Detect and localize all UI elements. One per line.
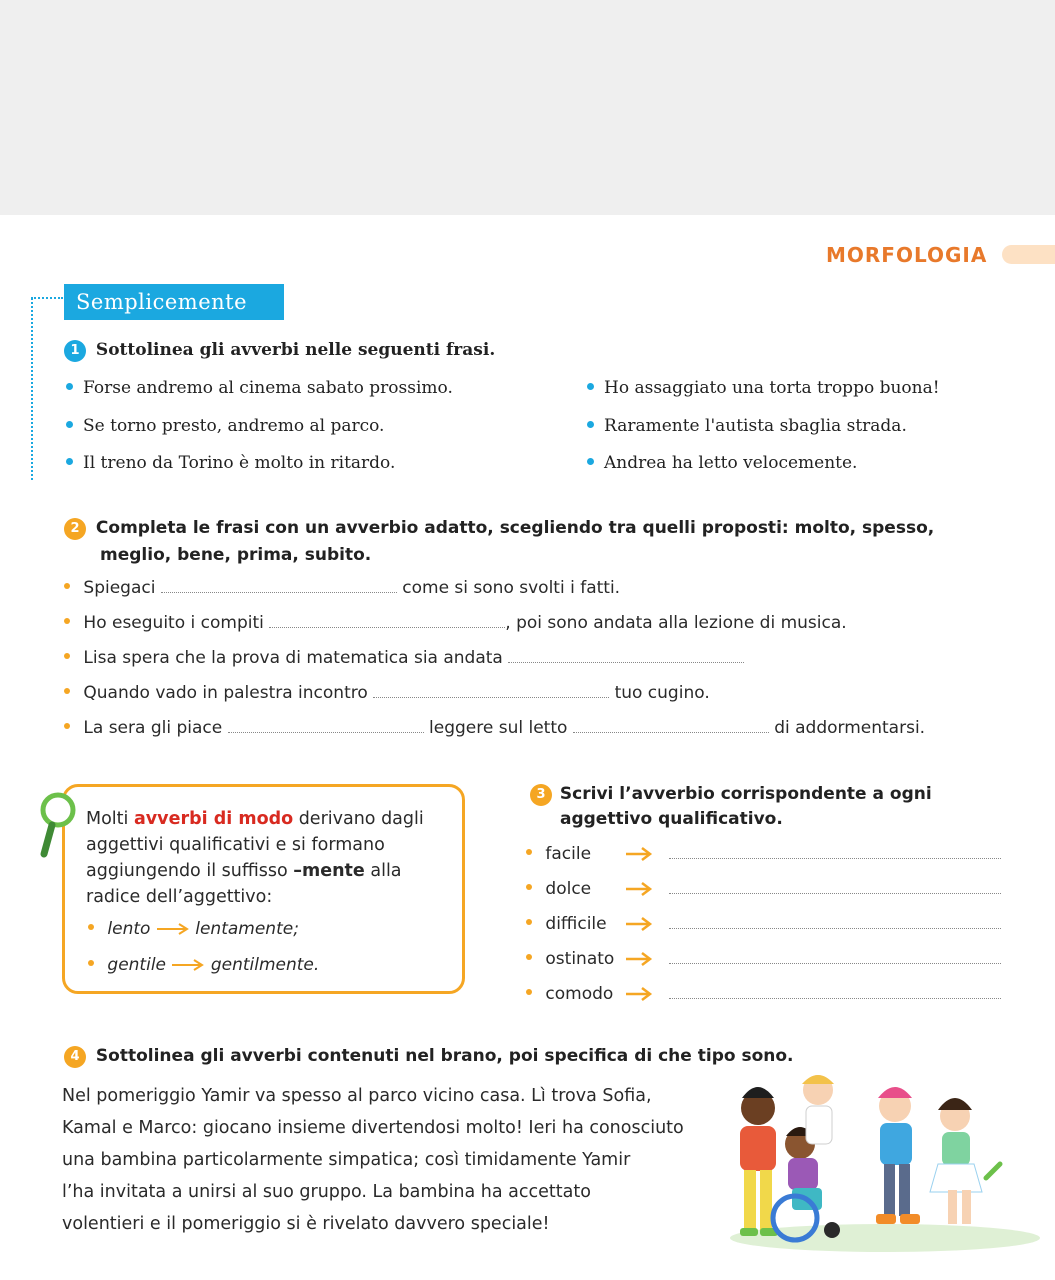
section-dotted-line (31, 297, 63, 299)
answer-blank[interactable] (669, 949, 1001, 964)
arrow-right-icon (156, 922, 190, 936)
ex3-instruction-cont: aggettivo qualificativo. (560, 809, 783, 829)
magnifier-icon (38, 790, 78, 860)
ex2-sentence: Quando vado in palestra incontro tuo cugino. (64, 683, 710, 703)
ex1-instruction: Sottolinea gli avverbi nelle seguenti frasi. (95, 340, 496, 360)
answer-blank[interactable] (228, 718, 424, 733)
arrow-right-icon (171, 958, 205, 972)
ex3-item: ostinato (526, 949, 1001, 969)
arrow-right-icon (625, 986, 653, 1002)
answer-blank[interactable] (373, 683, 609, 698)
ex2-sentence: La sera gli piace leggere sul letto di addormentarsi. (64, 718, 925, 738)
rule-text: Molti avverbi di modo derivano dagli aggettivi qualificativi e si formano aggiungendo il suffisso –mente alla radice dell’aggettivo: (86, 809, 424, 907)
ex4-number: 4 (64, 1046, 86, 1068)
ex3-number: 3 (530, 784, 552, 806)
subject-header: MORFOLOGIA (826, 243, 988, 267)
ex3-item: comodo (526, 984, 1001, 1004)
rule-example: lento lentamente; (88, 919, 299, 939)
ex2-sentence: Ho eseguito i compiti , poi sono andata alla lezione di musica. (64, 613, 847, 633)
ex2-number: 2 (64, 518, 86, 540)
ex3-title (530, 782, 932, 832)
ex4-instruction: Sottolinea gli avverbi contenuti nel brano, poi specifica di che tipo sono. (95, 1046, 794, 1066)
ex3-item: dolce (526, 879, 1001, 899)
ex1-number: 1 (64, 340, 86, 362)
ex1-title (64, 340, 495, 362)
ex3-item: facile (526, 844, 1001, 864)
answer-blank[interactable] (669, 879, 1001, 894)
answer-blank[interactable] (573, 718, 769, 733)
answer-blank[interactable] (508, 648, 744, 663)
ex1-sentence: Il treno da Torino è molto in ritardo. (66, 453, 395, 473)
ex3-item: difficile (526, 914, 1001, 934)
ex2-sentence: Spiegaci come si sono svolti i fatti. (64, 578, 620, 598)
arrow-right-icon (625, 951, 653, 967)
ex1-sentence: Forse andremo al cinema sabato prossimo. (66, 378, 453, 398)
ex4-title (64, 1046, 794, 1068)
section-dotted-line-vertical (31, 298, 33, 480)
header-accent-bar (1002, 245, 1055, 264)
answer-blank[interactable] (161, 578, 397, 593)
ex1-sentence: Ho assaggiato una torta troppo buona! (587, 378, 940, 398)
section-title: Semplicemente (64, 284, 284, 320)
ex1-sentence: Se torno presto, andremo al parco. (66, 416, 384, 436)
ex1-sentence: Andrea ha letto velocemente. (587, 453, 857, 473)
children-illustration (720, 1068, 1045, 1253)
ex3-instruction: Scrivi l’avverbio corrispondente a ogni (559, 784, 932, 804)
answer-blank[interactable] (669, 844, 1001, 859)
arrow-right-icon (625, 916, 653, 932)
arrow-right-icon (625, 881, 653, 897)
rule-example: gentile gentilmente. (88, 955, 319, 975)
ex2-title (64, 515, 964, 569)
ex2-instruction: Completa le frasi con un avverbio adatto, scegliendo tra quelli proposti: molto, spesso, (95, 518, 935, 538)
answer-blank[interactable] (669, 914, 1001, 929)
ex1-sentence: Raramente l'autista sbaglia strada. (587, 416, 907, 436)
arrow-right-icon (625, 846, 653, 862)
ex2-sentence: Lisa spera che la prova di matematica sia andata (64, 648, 744, 668)
ex2-instruction-cont: meglio, bene, prima, subito. (100, 545, 372, 565)
answer-blank[interactable] (669, 984, 1001, 999)
top-margin-area (0, 0, 1055, 215)
ex4-passage: Nel pomeriggio Yamir va spesso al parco vicino casa. Lì trova Sofia, Kamal e Marco: giocano insieme divertendosi molto! Ieri ha conosciuto una bambina particolarmente simpatica; così timidamente Yamir l’ha invitata a unirsi al suo gruppo. La bambina ha accettato volentieri e il pomeriggio si è rivelato davvero speciale! (62, 1086, 684, 1234)
answer-blank[interactable] (269, 613, 505, 628)
